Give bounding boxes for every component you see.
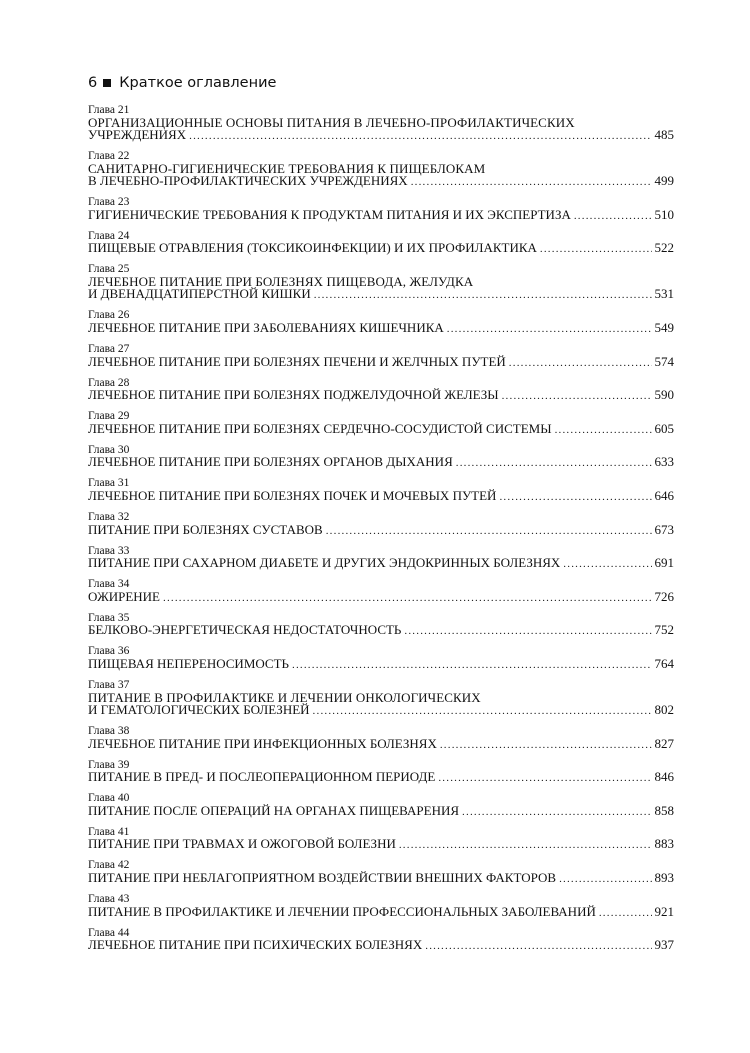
- page-ref[interactable]: 691: [654, 555, 674, 571]
- toc-entry[interactable]: [88, 893, 674, 919]
- dot-leader: [411, 176, 652, 189]
- chapter-label: Глава 21: [88, 104, 130, 116]
- page-ref[interactable]: 590: [654, 387, 674, 403]
- square-bullet-icon: [103, 79, 111, 87]
- chapter-title-row: [88, 420, 674, 437]
- toc-entry[interactable]: [88, 645, 674, 671]
- dot-leader: [447, 323, 652, 336]
- chapter-label: Глава 23: [88, 196, 130, 209]
- dot-leader: [440, 739, 652, 752]
- dot-leader: [540, 243, 652, 256]
- chapter-title: ЛЕЧЕБНОЕ ПИТАНИЕ ПРИ ПСИХИЧЕСКИХ БОЛЕЗНЯХ: [88, 937, 423, 953]
- toc-entry[interactable]: [88, 759, 674, 785]
- chapter-label: Глава 29: [88, 410, 130, 423]
- page-ref[interactable]: 549: [654, 319, 674, 335]
- chapter-title: ЛЕЧЕБНОЕ ПИТАНИЕ ПРИ БОЛЕЗНЯХ ОРГАНОВ ДЫХАНИЯ: [88, 454, 453, 470]
- chapter-title: ПИЩЕВЫЕ ОТРАВЛЕНИЯ (ТОКСИКОИНФЕКЦИИ) И ИХ ПРОФИЛАКТИКА: [88, 240, 537, 256]
- chapter-title-row: [88, 802, 674, 819]
- chapter-title-row: [88, 655, 674, 672]
- chapter-label: Глава 35: [88, 611, 130, 624]
- dot-leader: [404, 625, 651, 638]
- chapter-label: Глава 42: [88, 859, 130, 872]
- chapter-title: ПИТАНИЕ ПРИ ТРАВМАХ И ОЖОГОВОЙ БОЛЕЗНИ: [88, 836, 396, 852]
- dot-leader: [456, 457, 652, 470]
- chapter-title-row: [88, 521, 674, 538]
- dot-leader: [499, 491, 651, 504]
- dot-leader: [563, 558, 651, 571]
- toc-entry[interactable]: [88, 792, 674, 818]
- chapter-title-row: [88, 624, 674, 638]
- chapter-label: Глава 43: [88, 893, 130, 906]
- toc-entry[interactable]: [88, 511, 674, 537]
- page-ref[interactable]: 846: [654, 769, 674, 785]
- chapter-label: Глава 44: [88, 926, 130, 939]
- dot-leader: [559, 873, 651, 886]
- dot-leader: [399, 839, 652, 852]
- dot-leader: [425, 940, 651, 953]
- toc-entry[interactable]: [88, 859, 674, 885]
- toc-entry[interactable]: [88, 343, 674, 369]
- chapter-label: Глава 38: [88, 725, 130, 738]
- page-ref[interactable]: 510: [654, 206, 674, 222]
- chapter-title-row: [88, 456, 674, 470]
- page-number: 6: [88, 75, 98, 91]
- dot-leader: [292, 659, 652, 672]
- chapter-label: Глава 31: [88, 477, 130, 490]
- dot-leader: [599, 907, 652, 920]
- toc-entry[interactable]: [88, 150, 674, 189]
- page-ref[interactable]: 764: [654, 655, 674, 671]
- chapter-title-row: [88, 129, 674, 143]
- dot-leader: [326, 525, 652, 538]
- toc-entry[interactable]: [88, 679, 674, 718]
- toc-entry[interactable]: [88, 377, 674, 403]
- chapter-label: Глава 30: [88, 443, 130, 456]
- chapter-title: ЛЕЧЕБНОЕ ПИТАНИЕ ПРИ ИНФЕКЦИОННЫХ БОЛЕЗНЯХ: [88, 735, 437, 751]
- chapter-title: И ДВЕНАДЦАТИПЕРСТНОЙ КИШКИ: [88, 286, 311, 302]
- toc-entry[interactable]: [88, 444, 674, 470]
- chapter-title-row: [88, 838, 674, 852]
- page-ref[interactable]: 633: [654, 454, 674, 470]
- page-ref[interactable]: 921: [654, 903, 674, 919]
- chapter-label: Глава 28: [88, 376, 130, 389]
- chapter-title: ПИТАНИЕ В ПРЕД- И ПОСЛЕОПЕРАЦИОННОМ ПЕРИОДЕ: [88, 769, 436, 785]
- toc-entry[interactable]: [88, 578, 674, 604]
- chapter-title: ПИТАНИЕ ПРИ САХАРНОМ ДИАБЕТЕ И ДРУГИХ ЭНДОКРИННЫХ БОЛЕЗНЯХ: [88, 555, 561, 571]
- chapter-title: ПИЩЕВАЯ НЕПЕРЕНОСИМОСТЬ: [88, 655, 289, 671]
- chapter-title: ПИТАНИЕ ПОСЛЕ ОПЕРАЦИЙ НА ОРГАНАХ ПИЩЕВАРЕНИЯ: [88, 802, 460, 818]
- chapter-label: Глава 41: [88, 825, 130, 838]
- chapter-title-row: [88, 588, 674, 605]
- chapter-title-row: [88, 206, 674, 223]
- page-ref[interactable]: 605: [654, 420, 674, 436]
- chapter-label: Глава 22: [88, 150, 130, 163]
- chapter-title-row: [88, 288, 674, 302]
- running-header: [88, 73, 276, 93]
- page-ref[interactable]: 673: [654, 521, 674, 537]
- page-ref[interactable]: 802: [654, 702, 674, 717]
- chapter-title-row: [88, 487, 674, 504]
- chapter-label: Глава 39: [88, 758, 130, 771]
- chapter-title-row: [88, 869, 674, 886]
- page-ref[interactable]: 531: [654, 286, 674, 302]
- chapter-title: И ГЕМАТОЛОГИЧЕСКИХ БОЛЕЗНЕЙ: [88, 702, 310, 717]
- chapter-label: Глава 40: [88, 792, 130, 805]
- chapter-title: ЛЕЧЕБНОЕ ПИТАНИЕ ПРИ ЗАБОЛЕВАНИЯХ КИШЕЧНИКА: [88, 319, 444, 335]
- toc-entry[interactable]: [88, 263, 674, 302]
- chapter-label: Глава 26: [88, 309, 130, 322]
- page-ref[interactable]: 937: [654, 937, 674, 953]
- chapter-title: ПИТАНИЕ В ПРОФИЛАКТИКЕ И ЛЕЧЕНИИ ПРОФЕССИОНАЛЬНЫХ ЗАБОЛЕВАНИЙ: [88, 903, 596, 919]
- chapter-title: ЛЕЧЕБНОЕ ПИТАНИЕ ПРИ БОЛЕЗНЯХ ПОДЖЕЛУДОЧНОЙ ЖЕЛЕЗЫ: [88, 387, 499, 403]
- chapter-label: Глава 25: [88, 263, 130, 276]
- running-title: Краткое оглавление: [119, 75, 277, 91]
- toc-entry[interactable]: [88, 725, 674, 751]
- page-ref[interactable]: 646: [654, 487, 674, 503]
- chapter-title: ПИТАНИЕ ПРИ БОЛЕЗНЯХ СУСТАВОВ: [88, 521, 323, 537]
- chapter-title-row: [88, 353, 674, 370]
- page-ref[interactable]: 858: [654, 802, 674, 818]
- page-ref[interactable]: 485: [654, 127, 674, 142]
- chapter-title-line: ОРГАНИЗАЦИОННЫЕ ОСНОВЫ ПИТАНИЯ В ЛЕЧЕБНО-ПРОФИЛАКТИЧЕСКИХ: [88, 114, 575, 130]
- chapter-title: ПИТАНИЕ ПРИ НЕБЛАГОПРИЯТНОМ ВОЗДЕЙСТВИИ ВНЕШНИХ ФАКТОРОВ: [88, 869, 557, 885]
- toc-entry[interactable]: [88, 545, 674, 571]
- dot-leader: [555, 424, 652, 437]
- page-ref[interactable]: 893: [654, 869, 674, 885]
- dot-leader: [502, 390, 652, 403]
- chapter-title: ЛЕЧЕБНОЕ ПИТАНИЕ ПРИ БОЛЕЗНЯХ ПОЧЕК И МОЧЕВЫХ ПУТЕЙ: [88, 487, 497, 503]
- chapter-title: ГИГИЕНИЧЕСКИЕ ТРЕБОВАНИЯ К ПРОДУКТАМ ПИТАНИЯ И ИХ ЭКСПЕРТИЗА: [88, 206, 571, 222]
- chapter-title-row: [88, 242, 674, 256]
- page-ref[interactable]: 726: [654, 588, 674, 604]
- chapter-title-row: [88, 771, 674, 785]
- table-of-contents: [88, 104, 674, 960]
- toc-entry[interactable]: [88, 309, 674, 335]
- dot-leader: [163, 592, 652, 605]
- dot-leader: [313, 705, 652, 718]
- page-ref[interactable]: 499: [654, 173, 674, 189]
- chapter-label: Глава 34: [88, 578, 130, 591]
- dot-leader: [314, 289, 652, 302]
- chapter-label: Глава 27: [88, 343, 130, 356]
- dot-leader: [462, 806, 651, 819]
- chapter-title-row: [88, 903, 674, 920]
- chapter-title-line: САНИТАРНО-ГИГИЕНИЧЕСКИЕ ТРЕБОВАНИЯ К ПИЩЕБЛОКАМ: [88, 160, 486, 176]
- toc-entry[interactable]: [88, 477, 674, 503]
- chapter-label: Глава 37: [88, 679, 130, 691]
- chapter-title-line: ПИТАНИЕ В ПРОФИЛАКТИКЕ И ЛЕЧЕНИИ ОНКОЛОГИЧЕСКИХ: [88, 689, 481, 705]
- page-ref[interactable]: 752: [654, 622, 674, 638]
- chapter-title-row: [88, 319, 674, 336]
- chapter-title-row: [88, 939, 674, 953]
- chapter-label: Глава 33: [88, 544, 130, 557]
- toc-entry[interactable]: [88, 927, 674, 953]
- page-ref[interactable]: 883: [654, 836, 674, 852]
- chapter-label: Глава 24: [88, 229, 130, 242]
- chapter-title-row: [88, 704, 674, 718]
- chapter-label: Глава 32: [88, 511, 130, 524]
- toc-entry[interactable]: [88, 230, 674, 256]
- dot-leader: [189, 130, 651, 143]
- chapter-title: ОЖИРЕНИЕ: [88, 588, 160, 604]
- chapter-title: БЕЛКОВО-ЭНЕРГЕТИЧЕСКАЯ НЕДОСТАТОЧНОСТЬ: [88, 622, 402, 638]
- page-ref[interactable]: 827: [654, 735, 674, 751]
- chapter-title-line: ЛЕЧЕБНОЕ ПИТАНИЕ ПРИ БОЛЕЗНЯХ ПИЩЕВОДА, ЖЕЛУДКА: [88, 273, 474, 289]
- chapter-title-row: [88, 175, 674, 189]
- dot-leader: [438, 772, 651, 785]
- toc-entry[interactable]: [88, 410, 674, 436]
- toc-entry[interactable]: [88, 104, 674, 143]
- chapter-title: ЛЕЧЕБНОЕ ПИТАНИЕ ПРИ БОЛЕЗНЯХ ПЕЧЕНИ И ЖЕЛЧНЫХ ПУТЕЙ: [88, 353, 506, 369]
- chapter-title: УЧРЕЖДЕНИЯХ: [88, 127, 187, 142]
- chapter-title: ЛЕЧЕБНОЕ ПИТАНИЕ ПРИ БОЛЕЗНЯХ СЕРДЕЧНО-СОСУДИСТОЙ СИСТЕМЫ: [88, 420, 552, 436]
- chapter-title-row: [88, 389, 674, 403]
- chapter-title-row: [88, 735, 674, 752]
- chapter-label: Глава 36: [88, 645, 130, 658]
- toc-entry[interactable]: [88, 196, 674, 222]
- dot-leader: [509, 357, 652, 370]
- chapter-title-row: [88, 557, 674, 571]
- chapter-title: В ЛЕЧЕБНО-ПРОФИЛАКТИЧЕСКИХ УЧРЕЖДЕНИЯХ: [88, 173, 408, 189]
- toc-entry[interactable]: [88, 612, 674, 638]
- page-ref[interactable]: 522: [654, 240, 674, 256]
- page-ref[interactable]: 574: [654, 353, 674, 369]
- dot-leader: [574, 210, 652, 223]
- toc-entry[interactable]: [88, 826, 674, 852]
